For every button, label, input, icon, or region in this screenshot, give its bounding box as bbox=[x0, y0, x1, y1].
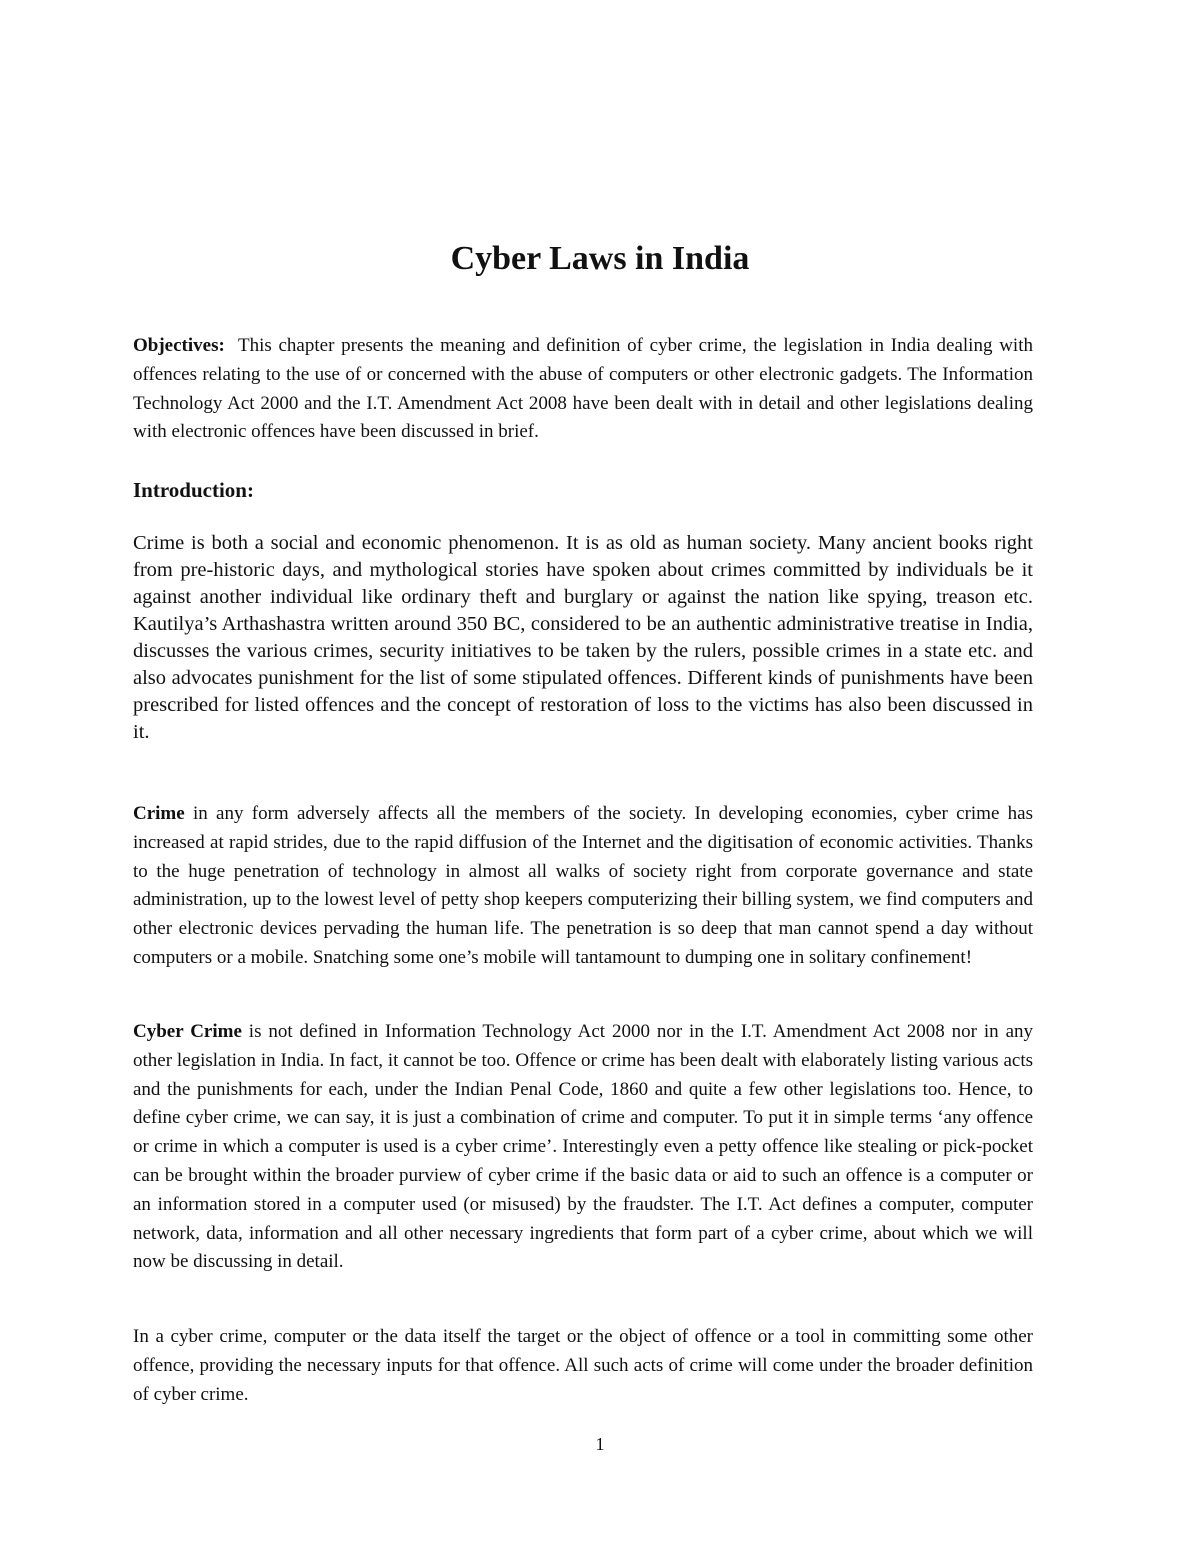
crime-lead: Crime bbox=[133, 803, 185, 824]
cyber-crime-lead: Cyber Crime bbox=[133, 1021, 242, 1042]
cyber-crime-paragraph bbox=[133, 1018, 1033, 1277]
cyber-crime-text: is not defined in Information Technology Act 2000 nor in the I.T. Amendment Act 2008 nor in any other legislation in India. In fact, it cannot be too. Offence or crime has been dealt with elaborately listing various acts and the punishments for each, under the Indian Penal Code, 1860 and quite a few other legislations too. Hence, to define cyber crime, we can say, it is just a combination of crime and computer. To put it in simple terms ‘any offence or crime in which a computer is used is a cyber crime’. Interestingly even a petty offence like stealing or pick-pocket can be brought within the broader purview of cyber crime if the basic data or aid to such an offence is a computer or an information stored in a computer used (or misused) by the fraudster. The I.T. Act defines a computer, computer network, data, information and all other necessary ingredients that form part of a cyber crime, about which we will now be discussing in detail. bbox=[133, 1021, 1033, 1273]
introduction-paragraph: Crime is both a social and economic phenomenon. It is as old as human society. Many ancient books right from pre-historic days, and mythological stories have spoken about crimes committed by individuals be it against another individual like ordinary theft and burglary or against the nation like spying, treason etc. Kautilya’s Arthashastra written around 350 BC, considered to be an authentic administrative treatise in India, discusses the various crimes, security initiatives to be taken by the rulers, possible crimes in a state etc. and also advocates punishment for the list of some stipulated offences. Different kinds of punishments have been prescribed for listed offences and the concept of restoration of loss to the victims has also been discussed in it. bbox=[133, 532, 1033, 743]
objectives-paragraph bbox=[133, 332, 1033, 447]
objectives-text: This chapter presents the meaning and definition of cyber crime, the legislation in India dealing with offences relating to the use of or concerned with the abuse of computers or other electronic gadgets. The Information Technology Act 2000 and the I.T. Amendment Act 2008 have been dealt with in detail and other legislations dealing with electronic offences have been discussed in brief. bbox=[133, 335, 1033, 443]
crime-text: in any form adversely affects all the members of the society. In developing economies, cyber crime has increased at rapid strides, due to the rapid diffusion of the Internet and the digitisation of economic activities. Thanks to the huge penetration of technology in almost all walks of society right from corporate governance and state administration, up to the lowest level of petty shop keepers computerizing their billing system, we find computers and other electronic devices pervading the human life. The penetration is so deep that man cannot spend a day without computers or a mobile. Snatching some one’s mobile will tantamount to dumping one in solitary confinement! bbox=[133, 803, 1034, 968]
document-title: Cyber Laws in India bbox=[450, 239, 750, 277]
page-number: 1 bbox=[595, 1434, 605, 1454]
introduction-heading: Introduction: bbox=[133, 478, 254, 502]
crime-paragraph bbox=[133, 800, 1033, 973]
closing-paragraph: In a cyber crime, computer or the data itself the target or the object of offence or a tool in committing some other offence, providing the necessary inputs for that offence. All such acts of crime will come under the broader definition of cyber crime. bbox=[133, 1326, 1033, 1405]
objectives-label: Objectives: bbox=[133, 335, 225, 356]
